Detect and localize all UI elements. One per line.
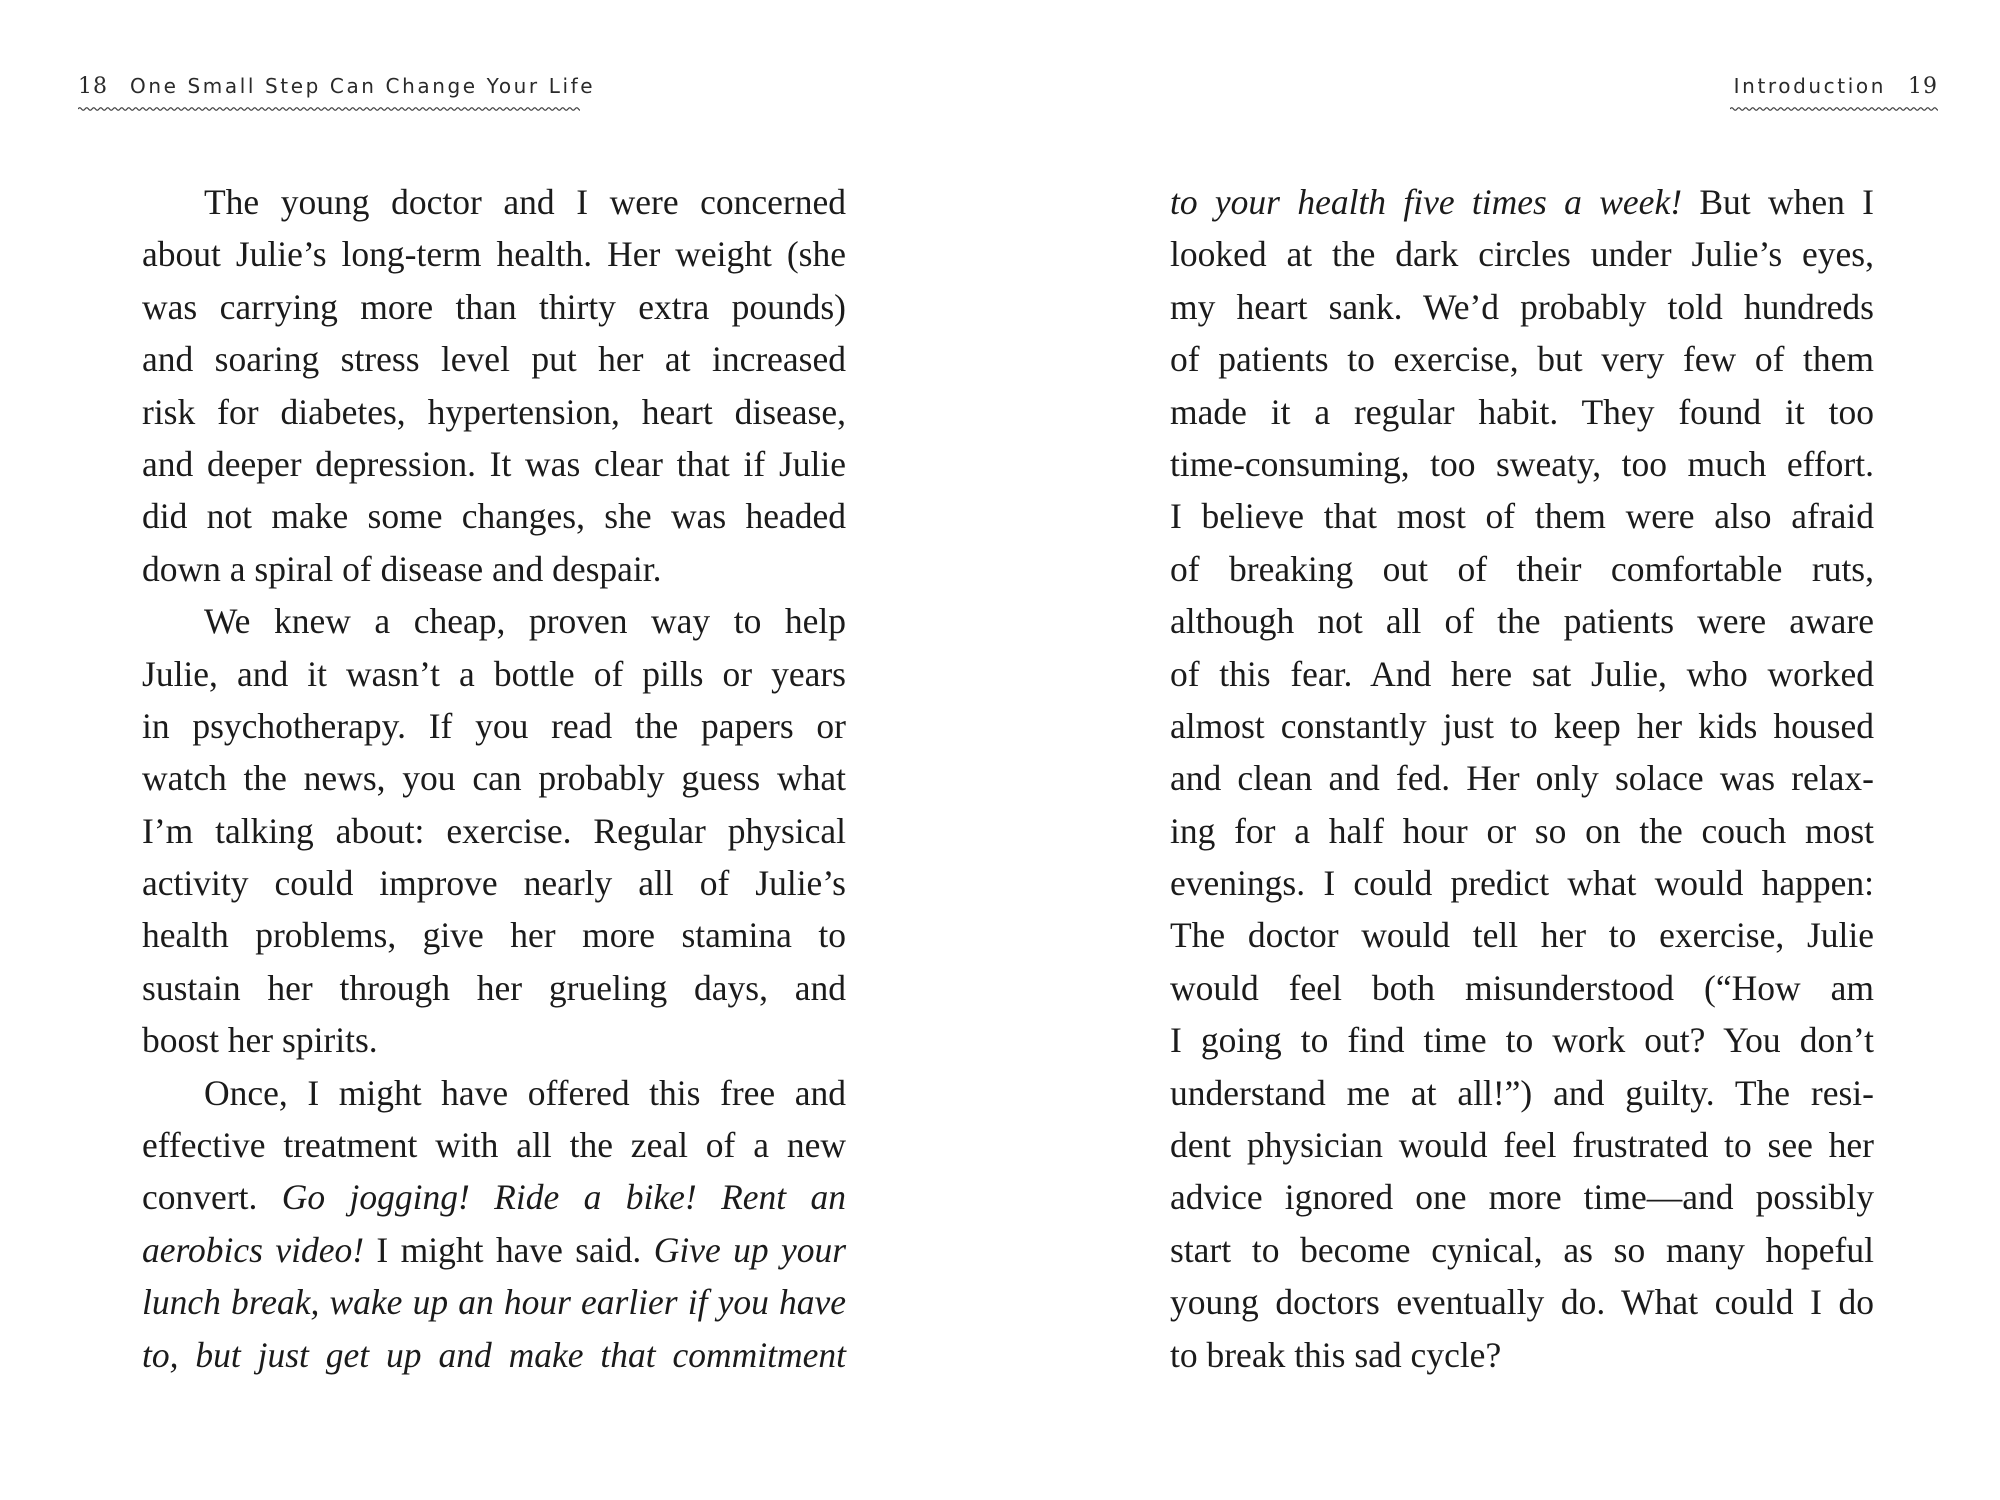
text-line bbox=[1170, 909, 1874, 961]
text-line bbox=[1170, 1224, 1874, 1276]
text-run: I might have said. bbox=[376, 1229, 642, 1270]
text-line bbox=[142, 228, 846, 280]
text-line bbox=[1170, 1171, 1874, 1223]
running-head-right bbox=[1734, 74, 1938, 99]
text-run: about Julie’s long-term health. Her weight (she bbox=[142, 234, 846, 275]
text-line bbox=[1170, 595, 1874, 647]
text-run: to break this sad cycle? bbox=[1170, 1334, 1502, 1375]
text-line bbox=[1170, 228, 1874, 280]
text-line bbox=[142, 857, 846, 909]
text-line bbox=[142, 648, 846, 700]
text-run: of this fear. And here sat Julie, who worked bbox=[1170, 653, 1874, 694]
text-run: activity could improve nearly all of Julie’s bbox=[142, 863, 846, 904]
wavy-rule-right bbox=[1730, 105, 1938, 113]
text-run: made it a regular habit. They found it too bbox=[1170, 391, 1874, 432]
text-line bbox=[142, 700, 846, 752]
text-run: I believe that most of them were also afraid bbox=[1170, 496, 1874, 537]
italic-text: to, but just get up and make that commitment bbox=[142, 1334, 846, 1375]
text-line bbox=[1170, 700, 1874, 752]
text-run: evenings. I could predict what would happen: bbox=[1170, 863, 1874, 904]
text-run: dent physician would feel frustrated to see her bbox=[1170, 1125, 1874, 1166]
text-run: boost her spirits. bbox=[142, 1020, 378, 1061]
text-run: The young doctor and I were concerned bbox=[204, 182, 846, 222]
text-run: understand me at all!”) and guilty. The resi- bbox=[1170, 1072, 1874, 1113]
text-line bbox=[1170, 543, 1874, 595]
italic-text: to your health five times a week! bbox=[1170, 182, 1683, 222]
text-line bbox=[142, 752, 846, 804]
page-number-left: 18 bbox=[78, 74, 108, 99]
text-run: sustain her through her grueling days, and bbox=[142, 967, 846, 1008]
text-line bbox=[142, 1224, 846, 1276]
text-line bbox=[142, 1119, 846, 1171]
text-run: health problems, give her more stamina to bbox=[142, 915, 846, 956]
right-page bbox=[1000, 0, 2000, 1500]
text-run: Julie, and it wasn’t a bottle of pills or years bbox=[142, 653, 846, 694]
text-line bbox=[1170, 1067, 1874, 1119]
text-line bbox=[1170, 962, 1874, 1014]
text-line bbox=[1170, 333, 1874, 385]
text-line bbox=[1170, 1329, 1874, 1381]
text-line bbox=[1170, 1014, 1874, 1066]
text-run: I’m talking about: exercise. Regular physical bbox=[142, 810, 846, 851]
text-run: time-consuming, too sweaty, too much effort. bbox=[1170, 443, 1874, 484]
text-run: and clean and fed. Her only solace was relax- bbox=[1170, 758, 1874, 799]
text-run: my heart sank. We’d probably told hundreds bbox=[1170, 286, 1874, 327]
text-line bbox=[1170, 1276, 1874, 1328]
text-line bbox=[1170, 176, 1874, 228]
text-run: looked at the dark circles under Julie’s eyes, bbox=[1170, 234, 1874, 275]
text-line bbox=[1170, 1119, 1874, 1171]
text-line bbox=[142, 333, 846, 385]
text-run: I going to find time to work out? You don’t bbox=[1170, 1020, 1874, 1061]
chapter-title: Introduction bbox=[1733, 74, 1886, 98]
text-line bbox=[1170, 281, 1874, 333]
text-run: of breaking out of their comfortable ruts, bbox=[1170, 548, 1874, 589]
wavy-rule-left bbox=[78, 105, 580, 113]
text-run: watch the news, you can probably guess what bbox=[142, 758, 846, 799]
text-run: although not all of the patients were aware bbox=[1170, 601, 1874, 642]
book-title: One Small Step Can Change Your Life bbox=[130, 74, 596, 98]
text-run: almost constantly just to keep her kids housed bbox=[1170, 705, 1874, 746]
text-line bbox=[1170, 752, 1874, 804]
text-line bbox=[142, 490, 846, 542]
text-line bbox=[142, 438, 846, 490]
text-run: ing for a half hour or so on the couch most bbox=[1170, 810, 1874, 851]
page-number-right: 19 bbox=[1908, 74, 1938, 99]
text-run: would feel both misunderstood (“How am bbox=[1170, 967, 1874, 1008]
text-run: did not make some changes, she was headed bbox=[142, 496, 846, 537]
running-head-left bbox=[78, 74, 595, 99]
text-run: We knew a cheap, proven way to help bbox=[204, 601, 846, 642]
italic-text: Go jogging! Ride a bike! Rent an bbox=[281, 1177, 847, 1218]
text-line bbox=[142, 909, 846, 961]
text-line bbox=[1170, 386, 1874, 438]
text-run: But when I bbox=[1699, 182, 1875, 222]
text-run: in psychotherapy. If you read the papers or bbox=[142, 705, 846, 746]
text-line bbox=[142, 1014, 846, 1066]
text-run: of patients to exercise, but very few of them bbox=[1170, 339, 1874, 380]
text-line bbox=[142, 543, 846, 595]
text-run: convert. bbox=[142, 1177, 258, 1218]
text-line bbox=[142, 176, 846, 228]
text-line bbox=[142, 805, 846, 857]
text-run: start to become cynical, as so many hopeful bbox=[1170, 1229, 1874, 1270]
text-line bbox=[142, 386, 846, 438]
text-run: and soaring stress level put her at increased bbox=[142, 339, 846, 380]
text-line bbox=[1170, 438, 1874, 490]
text-run: advice ignored one more time—and possibly bbox=[1170, 1177, 1874, 1218]
text-line bbox=[142, 1276, 846, 1328]
body-text-left bbox=[142, 176, 846, 1381]
text-run: down a spiral of disease and despair. bbox=[142, 548, 662, 589]
italic-text: Give up your bbox=[653, 1229, 847, 1270]
text-line bbox=[142, 1171, 846, 1223]
text-run: Once, I might have offered this free and bbox=[204, 1072, 846, 1113]
italic-text: aerobics video! bbox=[142, 1229, 365, 1270]
text-line bbox=[1170, 805, 1874, 857]
text-line bbox=[142, 281, 846, 333]
text-line bbox=[142, 962, 846, 1014]
text-line bbox=[142, 1067, 846, 1119]
text-line bbox=[1170, 648, 1874, 700]
italic-text: lunch break, wake up an hour earlier if you have bbox=[142, 1282, 846, 1323]
text-run: The doctor would tell her to exercise, Julie bbox=[1170, 915, 1874, 956]
text-run: risk for diabetes, hypertension, heart disease, bbox=[142, 391, 846, 432]
text-line bbox=[142, 595, 846, 647]
text-line bbox=[142, 1329, 846, 1381]
text-line bbox=[1170, 857, 1874, 909]
text-run: effective treatment with all the zeal of a new bbox=[142, 1125, 846, 1166]
text-run: and deeper depression. It was clear that if Julie bbox=[142, 443, 846, 484]
body-text-right bbox=[1170, 176, 1874, 1381]
text-line bbox=[1170, 490, 1874, 542]
text-run: was carrying more than thirty extra pounds) bbox=[142, 286, 846, 327]
text-run: young doctors eventually do. What could I do bbox=[1170, 1282, 1874, 1323]
